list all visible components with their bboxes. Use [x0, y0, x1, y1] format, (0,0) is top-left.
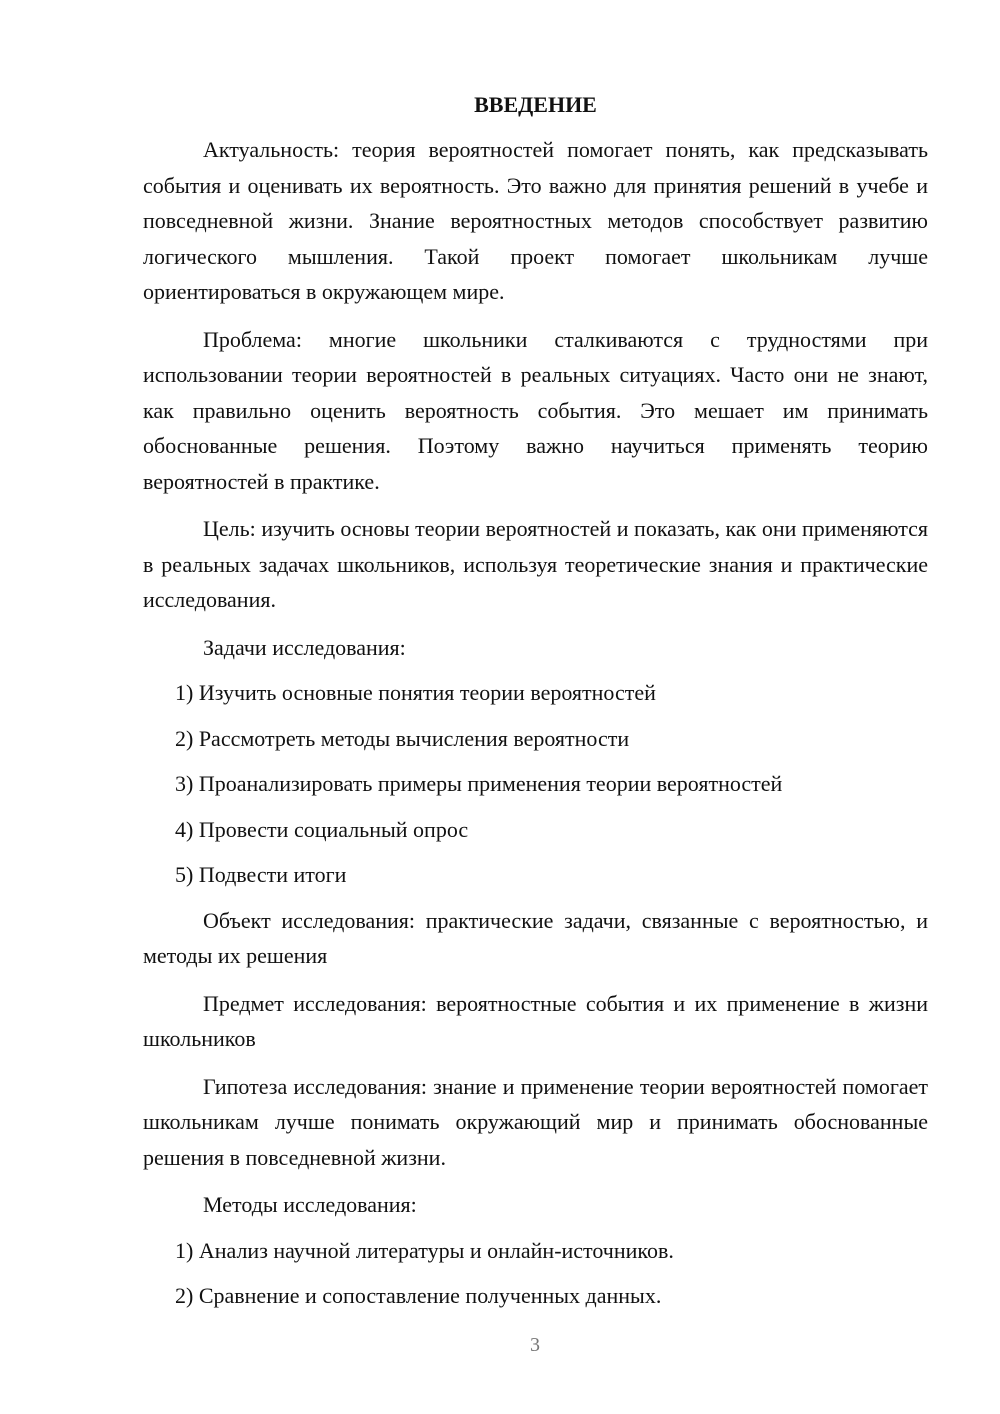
problem-paragraph: Проблема: многие школьники сталкиваются с трудностями при использовании теории вероятностей в реальных ситуациях. Часто они не знают, как правильно оценить вероятность события. Это мешает им принимать обоснованные решения. Поэтому важно научиться применять теорию вероятностей в практике. [143, 326, 928, 494]
method-item: 1) Анализ научной литературы и онлайн-источников. [175, 1237, 674, 1263]
task-item: 2) Рассмотреть методы вычисления вероятности [175, 725, 630, 751]
subject-paragraph: Предмет исследования: вероятностные события и их применение в жизни школьников [143, 990, 928, 1051]
task-item: 3) Проанализировать примеры применения теории вероятностей [175, 771, 783, 796]
relevance-paragraph: Актуальность: теория вероятностей помогает понять, как предсказывать события и оценивать их вероятность. Это важно для принятия решений в учебе и повседневной жизни. Знание вероятностных методов способствует развитию логического мышления. Такой проект помогает школьникам лучше ориентироваться в окружающем мире. [143, 137, 928, 304]
page-content [143, 92, 928, 1324]
methods-heading: Методы исследования: [203, 1192, 417, 1217]
page-number: 3 [530, 1334, 540, 1356]
tasks-heading: Задачи исследования: [203, 634, 406, 660]
task-item: 4) Провести социальный опрос [175, 816, 469, 842]
hypothesis-paragraph: Гипотеза исследования: знание и применение теории вероятностей помогает школьникам лучше понимать окружающий мир и принимать обоснованные решения в повседневной жизни. [143, 1073, 928, 1170]
method-item: 2) Сравнение и сопоставление полученных данных. [175, 1283, 662, 1308]
task-item: 1) Изучить основные понятия теории вероятностей [175, 680, 656, 705]
task-item: 5) Подвести итоги [175, 862, 347, 887]
object-paragraph: Объект исследования: практические задачи, связанные с вероятностью, и методы их решения [143, 907, 928, 968]
page-title: ВВЕДЕНИЕ [474, 92, 597, 117]
goal-paragraph: Цель: изучить основы теории вероятностей и показать, как они применяются в реальных задачах школьников, используя теоретические знания и практические исследования. [143, 516, 928, 612]
